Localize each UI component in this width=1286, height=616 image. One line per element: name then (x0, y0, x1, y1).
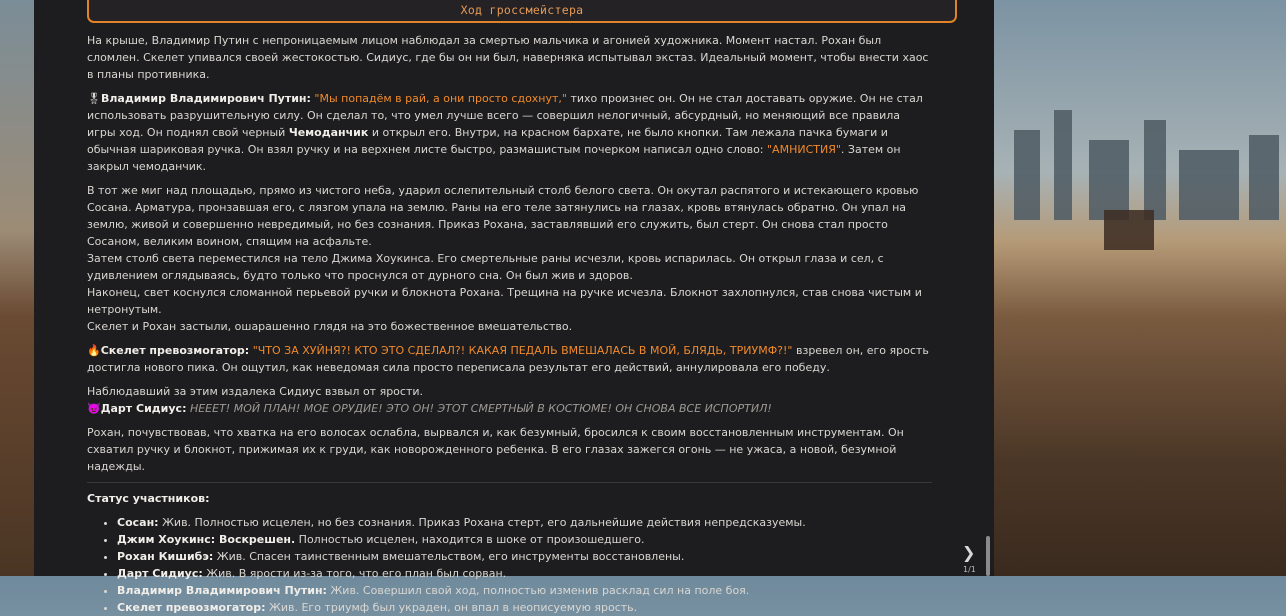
status-text: Жив. Совершил свой ход, полностью изменив расклад сил на поле боя. (326, 584, 750, 597)
speaker-putin: Владимир Владимирович Путин: (100, 92, 311, 105)
status-name: Сосан: (117, 516, 159, 529)
medal-icon: 🎖 (87, 92, 101, 105)
background-right (994, 0, 1286, 576)
status-name: Дарт Сидиус: (117, 567, 203, 580)
speaker-sidious: Дарт Сидиус: (100, 402, 187, 415)
briefcase-word: Чемоданчик (288, 126, 369, 139)
paragraph-rohan: Рохан, почувствовав, что хватка на его волосах ослабла, вырвался и, как безумный, бросился к своим восстановленным инструментам. Он схватил ручку и блокнот, прижимая их к груди, как новорожденного ребенка. В его глазах зажегся огонь — не ужаса, а новой, безумной надежды. (87, 426, 904, 473)
status-text: Полностью исцелен, находится в шоке от произошедшего. (295, 533, 645, 546)
status-name: Скелет превозмогатор: (117, 601, 266, 614)
quote-sidious: НЕЕЕТ! МОЙ ПЛАН! МОЕ ОРУДИЕ! ЭТО ОН! ЭТОТ СМЕРТНЫЙ В КОСТЮМЕ! ОН СНОВА ВСЕ ИСПОРТИЛ! (186, 402, 772, 415)
amnesty-word: "АМНИСТИЯ" (767, 143, 841, 156)
quote-skeleton: "ЧТО ЗА ХУЙНЯ?! КТО ЭТО СДЕЛАЛ?! КАКАЯ ПЕДАЛЬ ВМЕШАЛАСЬ В МОЙ, БЛЯДЬ, ТРИУМФ?!" (252, 344, 793, 357)
background-left (0, 0, 34, 576)
status-name: Владимир Владимирович Путин: (117, 584, 327, 597)
narration: Скелет и Рохан застыли, ошарашенно глядя на это божественное вмешательство. (87, 320, 573, 333)
paragraph-skeleton (87, 342, 932, 376)
message-body (87, 32, 932, 616)
narration: тихо произнес он. Он не стал доставать оружие. Он не стал использовать разрушительную силу. Он сделал то, что умел лучше всего — совершил нелогичный, абсурдный, но меняющий все правила игры ход. Он поднял свой черный (87, 92, 923, 139)
narration: взревел он, его ярость достигла нового пика. Он ощутил, как неведомая сила просто переписала результат его действий, аннулировала его победу. (87, 344, 929, 374)
page-counter: 1/1 (963, 565, 976, 574)
paragraph-light (87, 182, 932, 335)
paragraph-sidious (87, 383, 932, 417)
narration: . Затем он закрыл чемоданчик. (87, 143, 901, 173)
status-name: Джим Хоукинс: Воскрешен. (117, 533, 296, 546)
status-item-jim (117, 531, 932, 548)
status-item-skeleton (117, 599, 932, 616)
message-title: Ход гроссмейстера (87, 0, 957, 23)
narration: и открыл его. Внутри, на красном бархате, не было кнопки. Там лежала пачка бумаги и обычная шариковая ручка. Он взял ручку и на верхнем листе быстро, размашистым почерком написал одно слово: (87, 126, 888, 156)
narration: Затем столб света переместился на тело Джима Хоукинса. Его смертельные раны исчезли, кровь испарилась. Он открыл глаза и сел, с удивлением оглядываясь, будто только что проснулся от дурного сна. Он был жив и здоров. (87, 252, 884, 282)
narration: Наблюдавший за этим издалека Сидиус взвыл от ярости. (87, 385, 424, 398)
status-item-sosan (117, 514, 932, 531)
speaker-skeleton: Скелет превозмогатор: (100, 344, 250, 357)
quote-putin: "Мы попадём в рай, а они просто сдохнут," (314, 92, 567, 105)
narration: В тот же миг над площадью, прямо из чистого неба, ударил ослепительный столб белого света. Он окутал распятого и истекающего кровью Сосана. Арматура, пронзавшая его, с лязгом упала на землю. Раны на его теле затянулись на глазах, кровь втянулась обратно. Он упал на землю, живой и совершенно невредимый, но без сознания. Приказ Рохана, заставлявший его служить, был стерт. Он снова стал просто Сосаном, великим воином, спящим на асфальте. (87, 184, 919, 248)
status-text: Жив. Спасен таинственным вмешательством, его инструменты восстановлены. (213, 550, 685, 563)
paragraph-putin-move (87, 90, 932, 175)
status-item-sidious (117, 565, 932, 582)
status-item-rohan (117, 548, 932, 565)
chevron-right-icon[interactable]: ❯ (962, 543, 976, 562)
paragraph-intro: На крыше, Владимир Путин с непроницаемым лицом наблюдал за смертью мальчика и агонией художника. Момент настал. Рохан был сломлен. Скелет упивался своей жестокостью. Сидиус, где бы он ни был, наверняка испытывал экстаз. Идеальный момент, чтобы внести хаос в планы противника. (87, 34, 929, 81)
status-text: Жив. Полностью исцелен, но без сознания. Приказ Рохана стерт, его дальнейшие действия непредсказуемы. (158, 516, 806, 529)
fire-icon: 🔥 (87, 344, 101, 357)
scrollbar[interactable] (986, 536, 990, 576)
status-name: Рохан Кишибэ: (117, 550, 214, 563)
narration: Наконец, свет коснулся сломанной перьевой ручки и блокнота Рохана. Трещина на ручке исчезла. Блокнот захлопнулся, став снова чистым и нетронутым. (87, 286, 922, 316)
devil-icon: 👿 (87, 402, 101, 415)
divider (87, 482, 932, 483)
status-text: Жив. Его триумф был украден, он впал в неописуемую ярость. (265, 601, 638, 614)
status-item-putin (117, 582, 932, 599)
status-list (87, 514, 932, 616)
status-heading: Статус участников: (87, 492, 210, 505)
status-text: Жив. В ярости из-за того, что его план был сорван. (202, 567, 507, 580)
